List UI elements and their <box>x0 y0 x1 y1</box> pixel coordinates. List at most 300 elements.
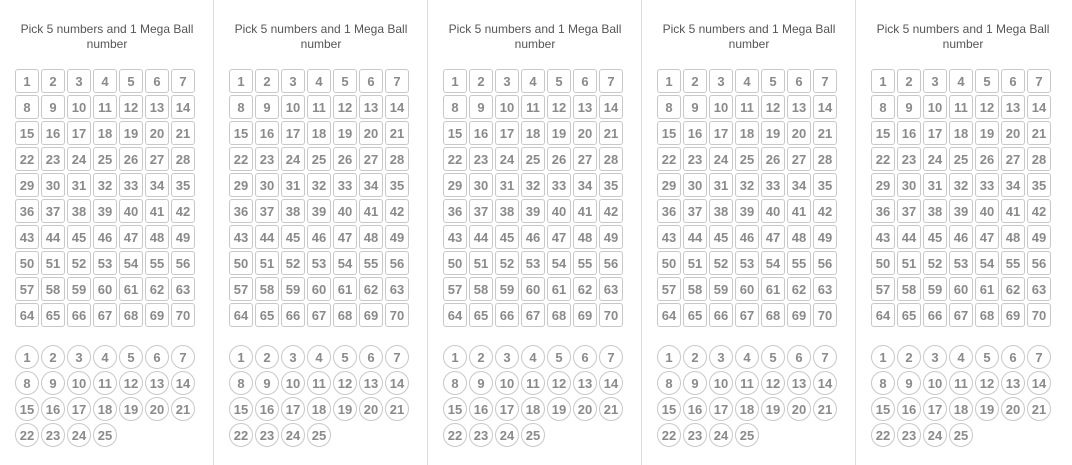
main-number-button[interactable]: 7 <box>599 69 623 93</box>
main-number-button[interactable]: 35 <box>1027 173 1051 197</box>
main-number-button[interactable]: 37 <box>41 199 65 223</box>
mega-ball-button[interactable]: 25 <box>949 423 973 447</box>
main-number-button[interactable]: 63 <box>599 277 623 301</box>
main-number-button[interactable]: 55 <box>787 251 811 275</box>
main-number-button[interactable]: 64 <box>443 303 467 327</box>
mega-ball-button[interactable]: 4 <box>949 345 973 369</box>
main-number-button[interactable]: 51 <box>255 251 279 275</box>
main-number-button[interactable]: 10 <box>923 95 947 119</box>
main-number-button[interactable]: 20 <box>1001 121 1025 145</box>
mega-ball-button[interactable]: 13 <box>787 371 811 395</box>
main-number-button[interactable]: 56 <box>813 251 837 275</box>
mega-ball-button[interactable]: 21 <box>1027 397 1051 421</box>
main-number-button[interactable]: 40 <box>547 199 571 223</box>
main-number-button[interactable]: 61 <box>761 277 785 301</box>
main-number-button[interactable]: 11 <box>521 95 545 119</box>
main-number-button[interactable]: 36 <box>871 199 895 223</box>
main-number-button[interactable]: 17 <box>281 121 305 145</box>
main-number-button[interactable]: 70 <box>385 303 409 327</box>
main-number-button[interactable]: 54 <box>119 251 143 275</box>
mega-ball-button[interactable]: 23 <box>41 423 65 447</box>
mega-ball-button[interactable]: 6 <box>145 345 169 369</box>
main-number-button[interactable]: 16 <box>897 121 921 145</box>
main-number-button[interactable]: 19 <box>761 121 785 145</box>
mega-ball-button[interactable]: 8 <box>443 371 467 395</box>
main-number-button[interactable]: 29 <box>871 173 895 197</box>
main-number-button[interactable]: 34 <box>145 173 169 197</box>
main-number-button[interactable]: 62 <box>787 277 811 301</box>
main-number-button[interactable]: 9 <box>897 95 921 119</box>
mega-ball-button[interactable]: 25 <box>521 423 545 447</box>
main-number-button[interactable]: 33 <box>333 173 357 197</box>
main-number-button[interactable]: 30 <box>469 173 493 197</box>
main-number-button[interactable]: 9 <box>469 95 493 119</box>
main-number-button[interactable]: 50 <box>443 251 467 275</box>
mega-ball-button[interactable]: 19 <box>761 397 785 421</box>
mega-ball-button[interactable]: 22 <box>443 423 467 447</box>
mega-ball-button[interactable]: 2 <box>469 345 493 369</box>
mega-ball-button[interactable]: 11 <box>949 371 973 395</box>
main-number-button[interactable]: 69 <box>145 303 169 327</box>
mega-ball-button[interactable]: 10 <box>495 371 519 395</box>
main-number-button[interactable]: 65 <box>41 303 65 327</box>
mega-ball-button[interactable]: 22 <box>657 423 681 447</box>
main-number-button[interactable]: 41 <box>573 199 597 223</box>
main-number-button[interactable]: 11 <box>93 95 117 119</box>
main-number-button[interactable]: 21 <box>599 121 623 145</box>
mega-ball-button[interactable]: 16 <box>255 397 279 421</box>
mega-ball-button[interactable]: 5 <box>975 345 999 369</box>
mega-ball-button[interactable]: 24 <box>67 423 91 447</box>
main-number-button[interactable]: 51 <box>683 251 707 275</box>
main-number-button[interactable]: 18 <box>93 121 117 145</box>
main-number-button[interactable]: 12 <box>333 95 357 119</box>
main-number-button[interactable]: 62 <box>359 277 383 301</box>
main-number-button[interactable]: 48 <box>359 225 383 249</box>
main-number-button[interactable]: 4 <box>307 69 331 93</box>
main-number-button[interactable]: 70 <box>171 303 195 327</box>
main-number-button[interactable]: 15 <box>871 121 895 145</box>
main-number-button[interactable]: 5 <box>761 69 785 93</box>
main-number-button[interactable]: 25 <box>93 147 117 171</box>
main-number-button[interactable]: 37 <box>683 199 707 223</box>
main-number-button[interactable]: 69 <box>787 303 811 327</box>
main-number-button[interactable]: 45 <box>67 225 91 249</box>
main-number-button[interactable]: 41 <box>359 199 383 223</box>
main-number-button[interactable]: 29 <box>443 173 467 197</box>
main-number-button[interactable]: 30 <box>41 173 65 197</box>
main-number-button[interactable]: 61 <box>333 277 357 301</box>
main-number-button[interactable]: 36 <box>229 199 253 223</box>
main-number-button[interactable]: 24 <box>67 147 91 171</box>
main-number-button[interactable]: 57 <box>15 277 39 301</box>
main-number-button[interactable]: 10 <box>67 95 91 119</box>
main-number-button[interactable]: 42 <box>813 199 837 223</box>
mega-ball-button[interactable]: 20 <box>787 397 811 421</box>
main-number-button[interactable]: 13 <box>573 95 597 119</box>
mega-ball-button[interactable]: 20 <box>145 397 169 421</box>
main-number-button[interactable]: 24 <box>709 147 733 171</box>
main-number-button[interactable]: 38 <box>923 199 947 223</box>
main-number-button[interactable]: 42 <box>599 199 623 223</box>
main-number-button[interactable]: 21 <box>1027 121 1051 145</box>
main-number-button[interactable]: 53 <box>307 251 331 275</box>
main-number-button[interactable]: 3 <box>923 69 947 93</box>
main-number-button[interactable]: 60 <box>521 277 545 301</box>
mega-ball-button[interactable]: 15 <box>229 397 253 421</box>
main-number-button[interactable]: 26 <box>975 147 999 171</box>
main-number-button[interactable]: 3 <box>67 69 91 93</box>
main-number-button[interactable]: 63 <box>171 277 195 301</box>
main-number-button[interactable]: 8 <box>15 95 39 119</box>
main-number-button[interactable]: 6 <box>145 69 169 93</box>
main-number-button[interactable]: 63 <box>813 277 837 301</box>
main-number-button[interactable]: 24 <box>495 147 519 171</box>
main-number-button[interactable]: 39 <box>735 199 759 223</box>
main-number-button[interactable]: 50 <box>657 251 681 275</box>
main-number-button[interactable]: 2 <box>41 69 65 93</box>
main-number-button[interactable]: 10 <box>281 95 305 119</box>
main-number-button[interactable]: 7 <box>1027 69 1051 93</box>
mega-ball-button[interactable]: 3 <box>495 345 519 369</box>
mega-ball-button[interactable]: 12 <box>547 371 571 395</box>
mega-ball-button[interactable]: 15 <box>657 397 681 421</box>
main-number-button[interactable]: 8 <box>229 95 253 119</box>
main-number-button[interactable]: 28 <box>385 147 409 171</box>
mega-ball-button[interactable]: 13 <box>359 371 383 395</box>
main-number-button[interactable]: 15 <box>443 121 467 145</box>
main-number-button[interactable]: 2 <box>897 69 921 93</box>
main-number-button[interactable]: 31 <box>67 173 91 197</box>
main-number-button[interactable]: 39 <box>949 199 973 223</box>
mega-ball-button[interactable]: 16 <box>897 397 921 421</box>
main-number-button[interactable]: 35 <box>813 173 837 197</box>
main-number-button[interactable]: 59 <box>281 277 305 301</box>
main-number-button[interactable]: 61 <box>975 277 999 301</box>
main-number-button[interactable]: 20 <box>359 121 383 145</box>
main-number-button[interactable]: 11 <box>307 95 331 119</box>
main-number-button[interactable]: 1 <box>871 69 895 93</box>
main-number-button[interactable]: 7 <box>171 69 195 93</box>
mega-ball-button[interactable]: 13 <box>145 371 169 395</box>
main-number-button[interactable]: 59 <box>67 277 91 301</box>
main-number-button[interactable]: 9 <box>683 95 707 119</box>
main-number-button[interactable]: 58 <box>41 277 65 301</box>
main-number-button[interactable]: 22 <box>229 147 253 171</box>
main-number-button[interactable]: 32 <box>949 173 973 197</box>
main-number-button[interactable]: 28 <box>599 147 623 171</box>
mega-ball-button[interactable]: 8 <box>871 371 895 395</box>
main-number-button[interactable]: 1 <box>229 69 253 93</box>
main-number-button[interactable]: 4 <box>949 69 973 93</box>
main-number-button[interactable]: 46 <box>93 225 117 249</box>
main-number-button[interactable]: 44 <box>41 225 65 249</box>
main-number-button[interactable]: 38 <box>709 199 733 223</box>
main-number-button[interactable]: 62 <box>1001 277 1025 301</box>
main-number-button[interactable]: 56 <box>171 251 195 275</box>
mega-ball-button[interactable]: 13 <box>573 371 597 395</box>
main-number-button[interactable]: 10 <box>709 95 733 119</box>
main-number-button[interactable]: 25 <box>949 147 973 171</box>
mega-ball-button[interactable]: 22 <box>229 423 253 447</box>
main-number-button[interactable]: 69 <box>359 303 383 327</box>
main-number-button[interactable]: 12 <box>547 95 571 119</box>
main-number-button[interactable]: 31 <box>923 173 947 197</box>
main-number-button[interactable]: 13 <box>145 95 169 119</box>
mega-ball-button[interactable]: 11 <box>521 371 545 395</box>
main-number-button[interactable]: 32 <box>307 173 331 197</box>
main-number-button[interactable]: 52 <box>709 251 733 275</box>
mega-ball-button[interactable]: 19 <box>119 397 143 421</box>
main-number-button[interactable]: 40 <box>119 199 143 223</box>
main-number-button[interactable]: 45 <box>281 225 305 249</box>
main-number-button[interactable]: 40 <box>333 199 357 223</box>
main-number-button[interactable]: 57 <box>229 277 253 301</box>
main-number-button[interactable]: 17 <box>923 121 947 145</box>
main-number-button[interactable]: 45 <box>923 225 947 249</box>
main-number-button[interactable]: 17 <box>709 121 733 145</box>
main-number-button[interactable]: 51 <box>41 251 65 275</box>
main-number-button[interactable]: 37 <box>897 199 921 223</box>
main-number-button[interactable]: 34 <box>787 173 811 197</box>
main-number-button[interactable]: 47 <box>333 225 357 249</box>
mega-ball-button[interactable]: 17 <box>281 397 305 421</box>
main-number-button[interactable]: 63 <box>385 277 409 301</box>
mega-ball-button[interactable]: 16 <box>683 397 707 421</box>
main-number-button[interactable]: 35 <box>599 173 623 197</box>
main-number-button[interactable]: 11 <box>735 95 759 119</box>
main-number-button[interactable]: 44 <box>897 225 921 249</box>
mega-ball-button[interactable]: 9 <box>897 371 921 395</box>
main-number-button[interactable]: 1 <box>443 69 467 93</box>
main-number-button[interactable]: 44 <box>683 225 707 249</box>
main-number-button[interactable]: 29 <box>657 173 681 197</box>
main-number-button[interactable]: 36 <box>443 199 467 223</box>
mega-ball-button[interactable]: 21 <box>171 397 195 421</box>
main-number-button[interactable]: 65 <box>255 303 279 327</box>
main-number-button[interactable]: 59 <box>709 277 733 301</box>
main-number-button[interactable]: 8 <box>443 95 467 119</box>
main-number-button[interactable]: 66 <box>281 303 305 327</box>
mega-ball-button[interactable]: 7 <box>171 345 195 369</box>
main-number-button[interactable]: 18 <box>521 121 545 145</box>
mega-ball-button[interactable]: 25 <box>307 423 331 447</box>
main-number-button[interactable]: 48 <box>573 225 597 249</box>
mega-ball-button[interactable]: 17 <box>923 397 947 421</box>
main-number-button[interactable]: 23 <box>255 147 279 171</box>
main-number-button[interactable]: 65 <box>469 303 493 327</box>
main-number-button[interactable]: 68 <box>975 303 999 327</box>
main-number-button[interactable]: 55 <box>573 251 597 275</box>
main-number-button[interactable]: 5 <box>975 69 999 93</box>
main-number-button[interactable]: 34 <box>1001 173 1025 197</box>
main-number-button[interactable]: 41 <box>1001 199 1025 223</box>
mega-ball-button[interactable]: 14 <box>171 371 195 395</box>
mega-ball-button[interactable]: 2 <box>683 345 707 369</box>
main-number-button[interactable]: 16 <box>683 121 707 145</box>
mega-ball-button[interactable]: 20 <box>1001 397 1025 421</box>
mega-ball-button[interactable]: 17 <box>67 397 91 421</box>
main-number-button[interactable]: 66 <box>923 303 947 327</box>
main-number-button[interactable]: 66 <box>495 303 519 327</box>
main-number-button[interactable]: 61 <box>547 277 571 301</box>
main-number-button[interactable]: 18 <box>735 121 759 145</box>
mega-ball-button[interactable]: 2 <box>41 345 65 369</box>
main-number-button[interactable]: 33 <box>761 173 785 197</box>
main-number-button[interactable]: 14 <box>813 95 837 119</box>
main-number-button[interactable]: 32 <box>735 173 759 197</box>
main-number-button[interactable]: 59 <box>495 277 519 301</box>
main-number-button[interactable]: 8 <box>871 95 895 119</box>
mega-ball-button[interactable]: 7 <box>1027 345 1051 369</box>
mega-ball-button[interactable]: 11 <box>735 371 759 395</box>
main-number-button[interactable]: 60 <box>93 277 117 301</box>
main-number-button[interactable]: 21 <box>171 121 195 145</box>
main-number-button[interactable]: 6 <box>787 69 811 93</box>
main-number-button[interactable]: 49 <box>171 225 195 249</box>
main-number-button[interactable]: 43 <box>229 225 253 249</box>
main-number-button[interactable]: 60 <box>949 277 973 301</box>
main-number-button[interactable]: 48 <box>145 225 169 249</box>
main-number-button[interactable]: 40 <box>761 199 785 223</box>
mega-ball-button[interactable]: 20 <box>359 397 383 421</box>
mega-ball-button[interactable]: 17 <box>709 397 733 421</box>
main-number-button[interactable]: 19 <box>547 121 571 145</box>
main-number-button[interactable]: 11 <box>949 95 973 119</box>
main-number-button[interactable]: 20 <box>573 121 597 145</box>
main-number-button[interactable]: 17 <box>67 121 91 145</box>
mega-ball-button[interactable]: 3 <box>67 345 91 369</box>
main-number-button[interactable]: 14 <box>171 95 195 119</box>
main-number-button[interactable]: 55 <box>359 251 383 275</box>
main-number-button[interactable]: 48 <box>1001 225 1025 249</box>
main-number-button[interactable]: 20 <box>787 121 811 145</box>
main-number-button[interactable]: 54 <box>761 251 785 275</box>
main-number-button[interactable]: 42 <box>171 199 195 223</box>
main-number-button[interactable]: 54 <box>975 251 999 275</box>
main-number-button[interactable]: 27 <box>1001 147 1025 171</box>
main-number-button[interactable]: 46 <box>949 225 973 249</box>
mega-ball-button[interactable]: 9 <box>683 371 707 395</box>
main-number-button[interactable]: 58 <box>683 277 707 301</box>
mega-ball-button[interactable]: 19 <box>975 397 999 421</box>
main-number-button[interactable]: 52 <box>281 251 305 275</box>
mega-ball-button[interactable]: 8 <box>229 371 253 395</box>
mega-ball-button[interactable]: 5 <box>333 345 357 369</box>
mega-ball-button[interactable]: 10 <box>709 371 733 395</box>
main-number-button[interactable]: 32 <box>521 173 545 197</box>
main-number-button[interactable]: 25 <box>307 147 331 171</box>
main-number-button[interactable]: 24 <box>923 147 947 171</box>
main-number-button[interactable]: 22 <box>15 147 39 171</box>
main-number-button[interactable]: 27 <box>359 147 383 171</box>
main-number-button[interactable]: 53 <box>521 251 545 275</box>
mega-ball-button[interactable]: 19 <box>547 397 571 421</box>
main-number-button[interactable]: 50 <box>871 251 895 275</box>
main-number-button[interactable]: 67 <box>307 303 331 327</box>
main-number-button[interactable]: 57 <box>443 277 467 301</box>
main-number-button[interactable]: 31 <box>281 173 305 197</box>
mega-ball-button[interactable]: 4 <box>93 345 117 369</box>
main-number-button[interactable]: 10 <box>495 95 519 119</box>
mega-ball-button[interactable]: 12 <box>975 371 999 395</box>
main-number-button[interactable]: 34 <box>359 173 383 197</box>
main-number-button[interactable]: 6 <box>573 69 597 93</box>
main-number-button[interactable]: 53 <box>93 251 117 275</box>
main-number-button[interactable]: 16 <box>469 121 493 145</box>
main-number-button[interactable]: 24 <box>281 147 305 171</box>
main-number-button[interactable]: 36 <box>15 199 39 223</box>
mega-ball-button[interactable]: 25 <box>735 423 759 447</box>
main-number-button[interactable]: 30 <box>255 173 279 197</box>
main-number-button[interactable]: 28 <box>813 147 837 171</box>
main-number-button[interactable]: 23 <box>41 147 65 171</box>
mega-ball-button[interactable]: 3 <box>709 345 733 369</box>
mega-ball-button[interactable]: 15 <box>15 397 39 421</box>
main-number-button[interactable]: 51 <box>897 251 921 275</box>
mega-ball-button[interactable]: 20 <box>573 397 597 421</box>
mega-ball-button[interactable]: 3 <box>281 345 305 369</box>
main-number-button[interactable]: 36 <box>657 199 681 223</box>
main-number-button[interactable]: 13 <box>1001 95 1025 119</box>
mega-ball-button[interactable]: 8 <box>657 371 681 395</box>
main-number-button[interactable]: 62 <box>573 277 597 301</box>
main-number-button[interactable]: 28 <box>1027 147 1051 171</box>
main-number-button[interactable]: 25 <box>735 147 759 171</box>
mega-ball-button[interactable]: 13 <box>1001 371 1025 395</box>
main-number-button[interactable]: 60 <box>735 277 759 301</box>
main-number-button[interactable]: 52 <box>495 251 519 275</box>
mega-ball-button[interactable]: 10 <box>923 371 947 395</box>
main-number-button[interactable]: 43 <box>443 225 467 249</box>
mega-ball-button[interactable]: 25 <box>93 423 117 447</box>
main-number-button[interactable]: 43 <box>657 225 681 249</box>
mega-ball-button[interactable]: 11 <box>307 371 331 395</box>
main-number-button[interactable]: 43 <box>871 225 895 249</box>
main-number-button[interactable]: 13 <box>787 95 811 119</box>
main-number-button[interactable]: 18 <box>949 121 973 145</box>
main-number-button[interactable]: 19 <box>119 121 143 145</box>
main-number-button[interactable]: 5 <box>119 69 143 93</box>
main-number-button[interactable]: 70 <box>1027 303 1051 327</box>
main-number-button[interactable]: 58 <box>897 277 921 301</box>
mega-ball-button[interactable]: 24 <box>923 423 947 447</box>
main-number-button[interactable]: 19 <box>333 121 357 145</box>
main-number-button[interactable]: 56 <box>385 251 409 275</box>
mega-ball-button[interactable]: 2 <box>897 345 921 369</box>
mega-ball-button[interactable]: 22 <box>871 423 895 447</box>
mega-ball-button[interactable]: 15 <box>871 397 895 421</box>
main-number-button[interactable]: 27 <box>573 147 597 171</box>
main-number-button[interactable]: 49 <box>599 225 623 249</box>
main-number-button[interactable]: 28 <box>171 147 195 171</box>
main-number-button[interactable]: 49 <box>1027 225 1051 249</box>
main-number-button[interactable]: 2 <box>469 69 493 93</box>
main-number-button[interactable]: 55 <box>145 251 169 275</box>
mega-ball-button[interactable]: 6 <box>1001 345 1025 369</box>
mega-ball-button[interactable]: 12 <box>333 371 357 395</box>
mega-ball-button[interactable]: 8 <box>15 371 39 395</box>
mega-ball-button[interactable]: 1 <box>15 345 39 369</box>
main-number-button[interactable]: 33 <box>119 173 143 197</box>
main-number-button[interactable]: 31 <box>495 173 519 197</box>
mega-ball-button[interactable]: 18 <box>521 397 545 421</box>
main-number-button[interactable]: 31 <box>709 173 733 197</box>
main-number-button[interactable]: 29 <box>229 173 253 197</box>
main-number-button[interactable]: 49 <box>385 225 409 249</box>
main-number-button[interactable]: 4 <box>93 69 117 93</box>
mega-ball-button[interactable]: 12 <box>761 371 785 395</box>
